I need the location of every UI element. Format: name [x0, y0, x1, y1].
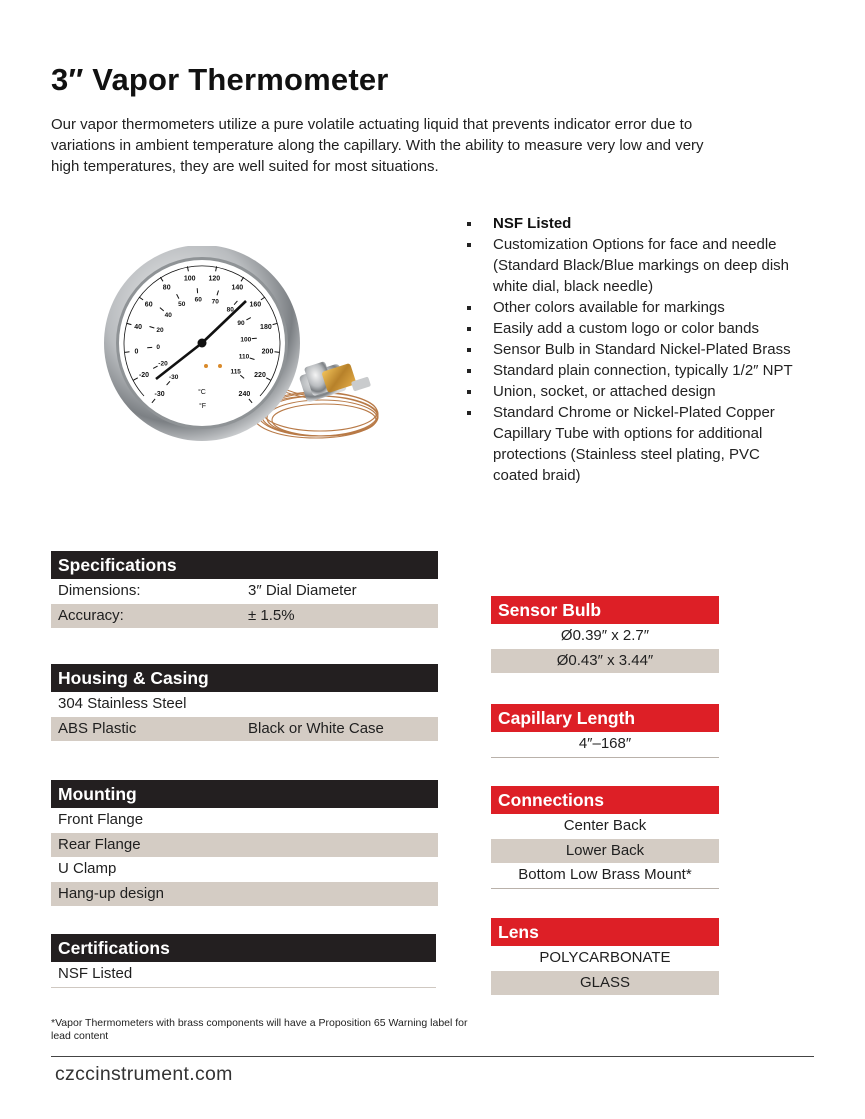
outer-scale-label: 80 [162, 284, 171, 292]
outer-scale-label: -20 [138, 371, 150, 379]
unit-c: °C [198, 389, 206, 396]
lens-header: Lens [491, 918, 719, 946]
connections-table [491, 786, 719, 889]
inner-scale-label: -30 [168, 374, 179, 381]
table-row: Bottom Low Brass Mount* [518, 866, 692, 883]
spec-label: Dimensions: [58, 582, 141, 599]
inner-scale-label: 0 [156, 344, 161, 352]
feature-item: Sensor Bulb in Standard Nickel-Plated Brass [463, 339, 808, 360]
table-row: Ø0.39″ x 2.7″ [560, 627, 650, 644]
housing-label: 304 Stainless Steel [58, 695, 187, 712]
connections-header: Connections [491, 786, 719, 814]
table-row: Ø0.43″ x 3.44″ [491, 649, 719, 674]
specifications-header: Specifications [51, 551, 438, 579]
outer-scale-label: 40 [134, 323, 142, 331]
spec-value: 3″ Dial Diameter [248, 582, 357, 599]
outer-scale-label: 240 [238, 391, 251, 398]
mounting-table [51, 780, 438, 906]
inner-scale-label: 115 [230, 368, 241, 376]
capillary-length-header: Capillary Length [491, 704, 719, 732]
table-row [51, 692, 438, 717]
housing-table [51, 664, 438, 741]
feature-list [463, 213, 808, 486]
inner-scale-label: 70 [211, 298, 219, 306]
footer-divider [51, 1056, 814, 1057]
capillary-length-table [491, 704, 719, 758]
table-row: Center Back [563, 817, 647, 834]
spec-value: ± 1.5% [248, 606, 295, 624]
table-row: GLASS [491, 971, 719, 996]
inner-scale-label: 40 [164, 312, 172, 319]
table-row [51, 579, 438, 604]
mounting-header: Mounting [51, 780, 438, 808]
table-row: NSF Listed [58, 965, 133, 982]
outer-scale-label: 120 [208, 275, 221, 283]
table-row: 4″–168″ [578, 735, 632, 752]
outer-scale-label: 60 [144, 301, 153, 309]
outer-scale-label: 100 [183, 275, 196, 283]
inner-scale-label: -20 [158, 360, 168, 368]
outer-scale-label: 220 [254, 371, 266, 379]
page-title: 3″ Vapor Thermometer [51, 62, 389, 97]
feature-item: NSF Listed [463, 213, 808, 234]
table-row: Lower Back [491, 839, 719, 864]
needle-hub [198, 339, 207, 348]
inner-scale-label: 110 [238, 353, 250, 361]
table-row: Hang-up design [51, 882, 438, 907]
inner-scale-label: 80 [226, 306, 234, 314]
outer-scale-label: 160 [249, 301, 262, 309]
sensor-bulb-header: Sensor Bulb [491, 596, 719, 624]
feature-item: Union, socket, or attached design [463, 381, 808, 402]
outer-scale-tick [275, 352, 280, 353]
table-row: Rear Flange [51, 833, 438, 858]
sensor-bulb-table [491, 596, 719, 673]
inner-scale-label: 60 [194, 296, 202, 304]
specifications-table [51, 551, 438, 628]
feature-item: Customization Options for face and needle (Standard Black/Blue markings on deep dish white dial, black needle) [463, 234, 808, 297]
housing-value: Black or White Case [248, 719, 384, 737]
feature-item: Standard plain connection, typically 1/2″ NPT [463, 360, 808, 381]
housing-label: ABS Plastic [58, 719, 137, 737]
thermometer-product-image [98, 246, 410, 451]
outer-scale-tick [125, 352, 130, 353]
lens-table [491, 918, 719, 995]
outer-scale-label: 0 [134, 348, 139, 356]
intro-paragraph: Our vapor thermometers utilize a pure volatile actuating liquid that prevents indicator error due to variations in ambient temperature along the capillary. With the ability to measure very low and very high temperatures, they are well suited for most situations. [51, 116, 704, 175]
outer-scale-label: 200 [261, 348, 274, 356]
outer-scale-label: 180 [260, 323, 272, 331]
feature-item: Other colors available for markings [463, 297, 808, 318]
outer-scale-label: -30 [154, 391, 165, 398]
housing-header: Housing & Casing [51, 664, 438, 692]
table-row [51, 604, 438, 629]
unit-f: °F [199, 403, 207, 410]
inner-scale-label: 100 [240, 336, 252, 344]
footnote: *Vapor Thermometers with brass components will have a Proposition 65 Warning label for lead content [51, 1017, 468, 1042]
outer-scale-label: 140 [231, 284, 244, 292]
certifications-header: Certifications [51, 934, 436, 962]
feature-item: Easily add a custom logo or color bands [463, 318, 808, 339]
table-row [51, 717, 438, 742]
inner-scale-label: 90 [237, 320, 245, 327]
certifications-table [51, 934, 436, 988]
table-row: U Clamp [58, 860, 117, 877]
table-row: POLYCARBONATE [539, 949, 671, 966]
feature-item: Standard Chrome or Nickel-Plated Copper Capillary Tube with options for additional protections (Stainless steel plating, PVC coated braid) [463, 402, 808, 486]
inner-scale-label: 50 [178, 301, 186, 309]
inner-scale-label: 20 [156, 327, 164, 334]
website-url: czccinstrument.com [55, 1063, 233, 1085]
spec-label: Accuracy: [58, 606, 124, 624]
table-row: Front Flange [58, 811, 144, 828]
